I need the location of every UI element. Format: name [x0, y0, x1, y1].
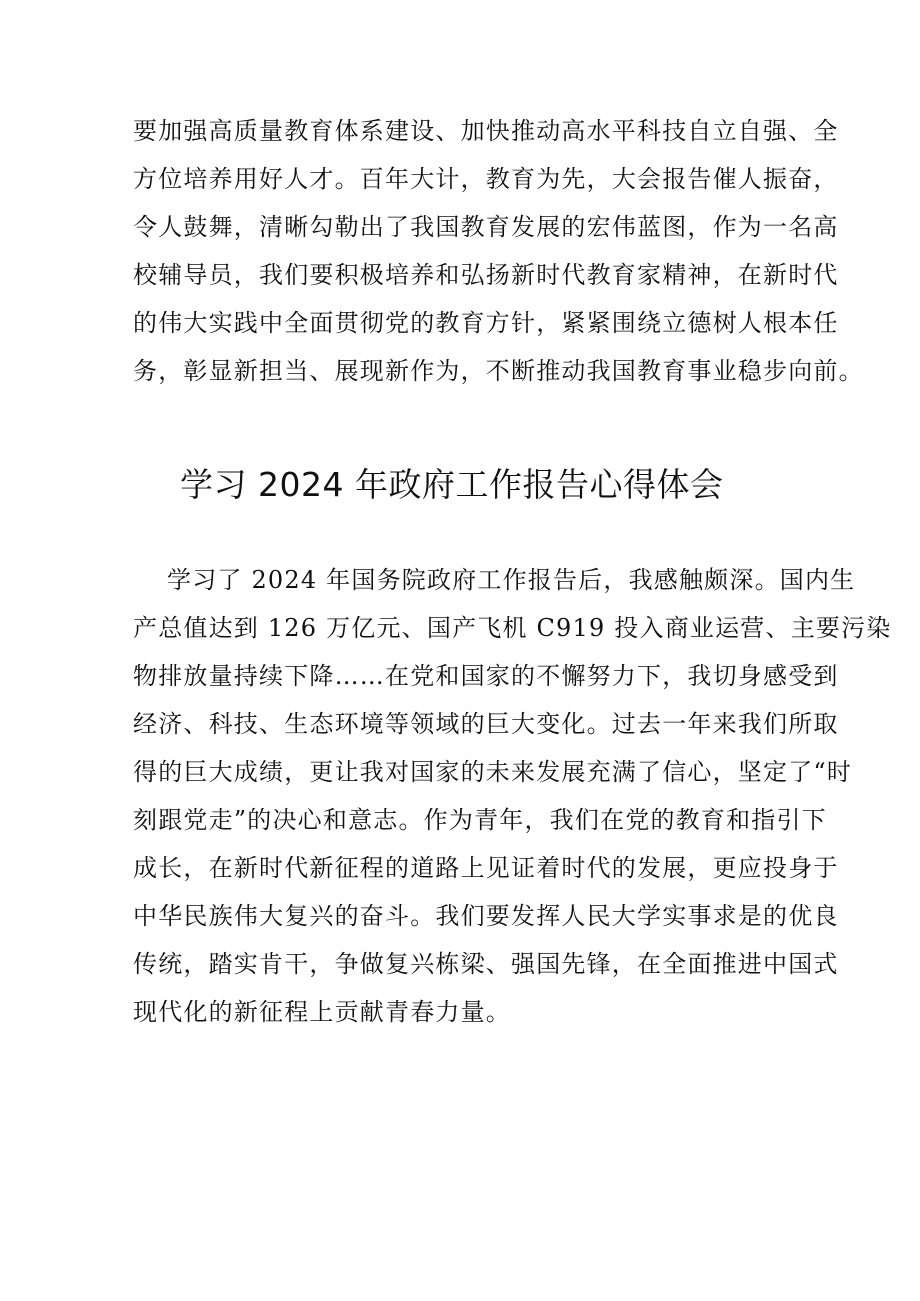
paragraph-line: 经济、科技、生态环境等领域的巨大变化。过去一年来我们所取 — [133, 710, 839, 738]
paragraph-line: 成长，在新时代新征程的道路上见证着时代的发展，更应投身于 — [133, 854, 839, 882]
paragraph-line: 传统，踏实肯干，争做复兴栋梁、强国先锋，在全面推进中国式 — [133, 950, 839, 978]
paragraph-line: 刻跟党走”的决心和意志。作为青年，我们在党的教育和指引下 — [133, 806, 827, 834]
paragraph-line: 现代化的新征程上贡献青春力量。 — [133, 998, 511, 1026]
paragraph-line: 得的巨大成绩，更让我对国家的未来发展充满了信心，坚定了“时 — [133, 758, 853, 786]
paragraph-line: 务，彰显新担当、展现新作为，不断推动我国教育事业稳步向前。 — [133, 357, 864, 385]
paragraph-line: 方位培养用好人才。百年大计，教育为先，大会报告催人振奋， — [133, 165, 839, 193]
paragraph-report-reflection — [133, 556, 892, 1036]
paragraph-line: 产总值达到 126 万亿元、国产飞机 C919 投入商业运营、主要污染 — [133, 614, 892, 642]
paragraph-line: 的伟大实践中全面贯彻党的教育方针，紧紧围绕立德树人根本任 — [133, 309, 839, 337]
paragraph-line: 学习了 2024 年国务院政府工作报告后，我感触颇深。国内生 — [133, 566, 856, 594]
section-heading: 学习 2024 年政府工作报告心得体会 — [180, 465, 724, 504]
paragraph-line: 校辅导员，我们要积极培养和弘扬新时代教育家精神，在新时代 — [133, 261, 839, 289]
paragraph-line: 物排放量持续下降……在党和国家的不懈努力下，我切身感受到 — [133, 662, 839, 690]
paragraph-education — [133, 107, 864, 395]
paragraph-line: 中华民族伟大复兴的奋斗。我们要发挥人民大学实事求是的优良 — [133, 902, 839, 930]
paragraph-line: 要加强高质量教育体系建设、加快推动高水平科技自立自强、全 — [133, 117, 839, 145]
paragraph-line: 令人鼓舞，清晰勾勒出了我国教育发展的宏伟蓝图，作为一名高 — [133, 213, 839, 241]
